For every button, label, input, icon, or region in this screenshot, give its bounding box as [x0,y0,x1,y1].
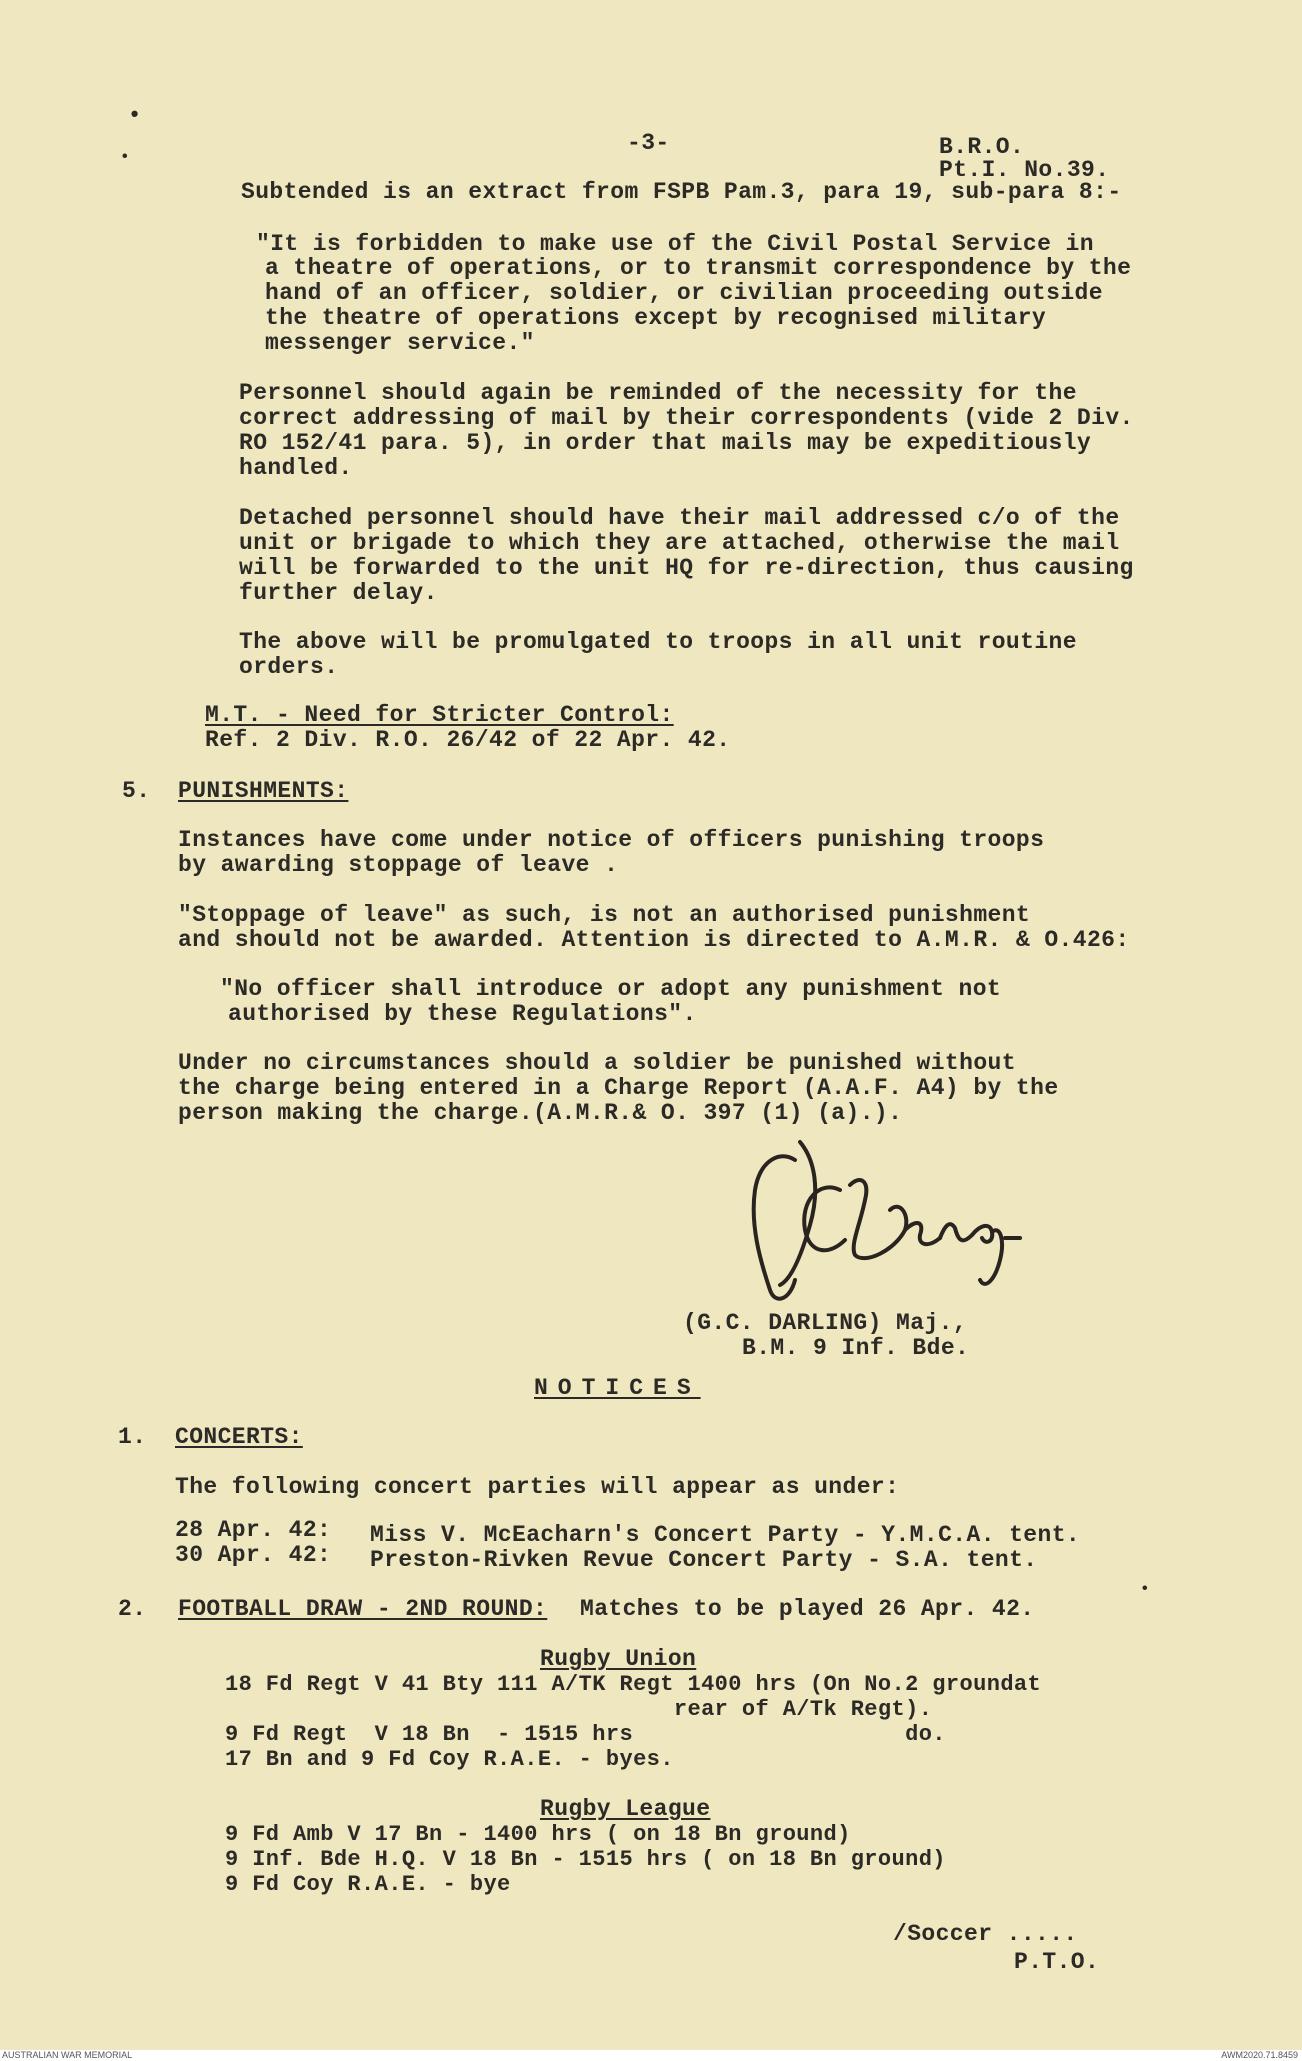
punishments-quote-line: authorised by these Regulations". [228,1001,697,1027]
fixture-line: 18 Fd Regt V 41 Bty 111 A/TK Regt 1400 hrs (On No.2 groundat [225,1672,1042,1697]
postal-paragraph-line: will be forwarded to the unit HQ for re-direction, thus causing [239,555,1134,581]
punishments-paragraph-line: by awarding stoppage of leave . [178,852,619,878]
punishments-heading: PUNISHMENTS: [178,778,349,804]
document-reference: B.R.O. [939,134,1025,160]
punishments-quote-line: "No officer shall introduce or adopt any punishment not [220,976,1002,1002]
archive-reference: AWM2020.71.8459 [1221,2050,1298,2060]
signatory-title: B.M. 9 Inf. Bde. [742,1335,970,1361]
fixture-line: 9 Inf. Bde H.Q. V 18 Bn - 1515 hrs ( on 18 Bn ground) [225,1847,946,1872]
rugby-league-title: Rugby League [540,1796,711,1822]
archive-name: AUSTRALIAN WAR MEMORIAL [2,2050,133,2060]
fixture-line: 17 Bn and 9 Fd Coy R.A.E. - byes. [225,1747,674,1772]
concerts-number: 1. [118,1424,147,1450]
postal-quote-line: messenger service." [265,330,535,356]
mt-reference: Ref. 2 Div. R.O. 26/42 of 22 Apr. 42. [205,727,731,753]
part-number: Pt.I. No.39. [939,157,1110,183]
ink-mark: • [128,103,142,128]
concerts-intro: The following concert parties will appear as under: [175,1474,900,1500]
postal-paragraph-line: unit or brigade to which they are attached, otherwise the mail [239,530,1120,556]
postal-quote-line: "It is forbidden to make use of the Civil Postal Service in [256,231,1094,257]
football-heading: FOOTBALL DRAW - 2ND ROUND: [178,1596,548,1622]
postal-paragraph-line: The above will be promulgated to troops in all unit routine [239,629,1077,655]
fixture-line: rear of A/Tk Regt). [225,1697,933,1722]
continuation-next: /Soccer ..... [893,1921,1078,1947]
punishments-paragraph-line: and should not be awarded. Attention is directed to A.M.R. & O.426: [178,927,1130,953]
concert-event: Preston-Rivken Revue Concert Party - S.A. tent. [370,1547,1038,1573]
rugby-union-title: Rugby Union [540,1646,697,1672]
please-turn-over: P.T.O. [1014,1949,1100,1975]
ink-mark: • [1140,1580,1150,1598]
postal-paragraph-line: Personnel should again be reminded of the necessity for the [239,380,1077,406]
concert-date: 30 Apr. 42: [175,1542,332,1568]
football-intro: Matches to be played 26 Apr. 42. [580,1596,1035,1622]
mt-heading: M.T. - Need for Stricter Control: [205,702,674,728]
postal-paragraph-line: further delay. [239,580,438,606]
ink-mark: • [120,148,130,166]
postal-intro: Subtended is an extract from FSPB Pam.3, para 19, sub-para 8:- [241,179,1122,205]
page-number: -3- [627,130,670,156]
postal-quote-line: hand of an officer, soldier, or civilian proceeding outside [265,280,1103,306]
postal-quote-line: the theatre of operations except by recognised military [265,305,1047,331]
postal-paragraph-line: Detached personnel should have their mail addressed c/o of the [239,505,1120,531]
fixture-line: 9 Fd Coy R.A.E. - bye [225,1872,511,1897]
handwritten-signature [700,1130,1060,1320]
punishments-paragraph-line: the charge being entered in a Charge Report (A.A.F. A4) by the [178,1075,1059,1101]
postal-paragraph-line: handled. [239,455,353,481]
punishments-paragraph-line: person making the charge.(A.M.R.& O. 397 (1) (a).). [178,1100,903,1126]
punishments-paragraph-line: "Stoppage of leave" as such, is not an authorised punishment [178,902,1031,928]
concerts-heading: CONCERTS: [175,1424,303,1450]
concert-date: 28 Apr. 42: [175,1517,332,1543]
postal-quote-line: a theatre of operations, or to transmit correspondence by the [265,255,1132,281]
football-number: 2. [118,1596,147,1622]
postal-paragraph-line: correct addressing of mail by their correspondents (vide 2 Div. [239,405,1134,431]
punishments-paragraph-line: Instances have come under notice of officers punishing troops [178,827,1045,853]
punishments-paragraph-line: Under no circumstances should a soldier be punished without [178,1050,1016,1076]
punishments-number: 5. [122,778,151,804]
concert-event: Miss V. McEacharn's Concert Party - Y.M.C.A. tent. [370,1522,1081,1548]
archive-footer [0,2050,1302,2061]
signatory-name: (G.C. DARLING) Maj., [683,1310,968,1336]
postal-paragraph-line: RO 152/41 para. 5), in order that mails may be expeditiously [239,430,1092,456]
fixture-line: 9 Fd Amb V 17 Bn - 1400 hrs ( on 18 Bn ground) [225,1822,851,1847]
postal-paragraph-line: orders. [239,654,339,680]
fixture-line: 9 Fd Regt V 18 Bn - 1515 hrs do. [225,1722,946,1747]
notices-heading: NOTICES [534,1375,701,1401]
